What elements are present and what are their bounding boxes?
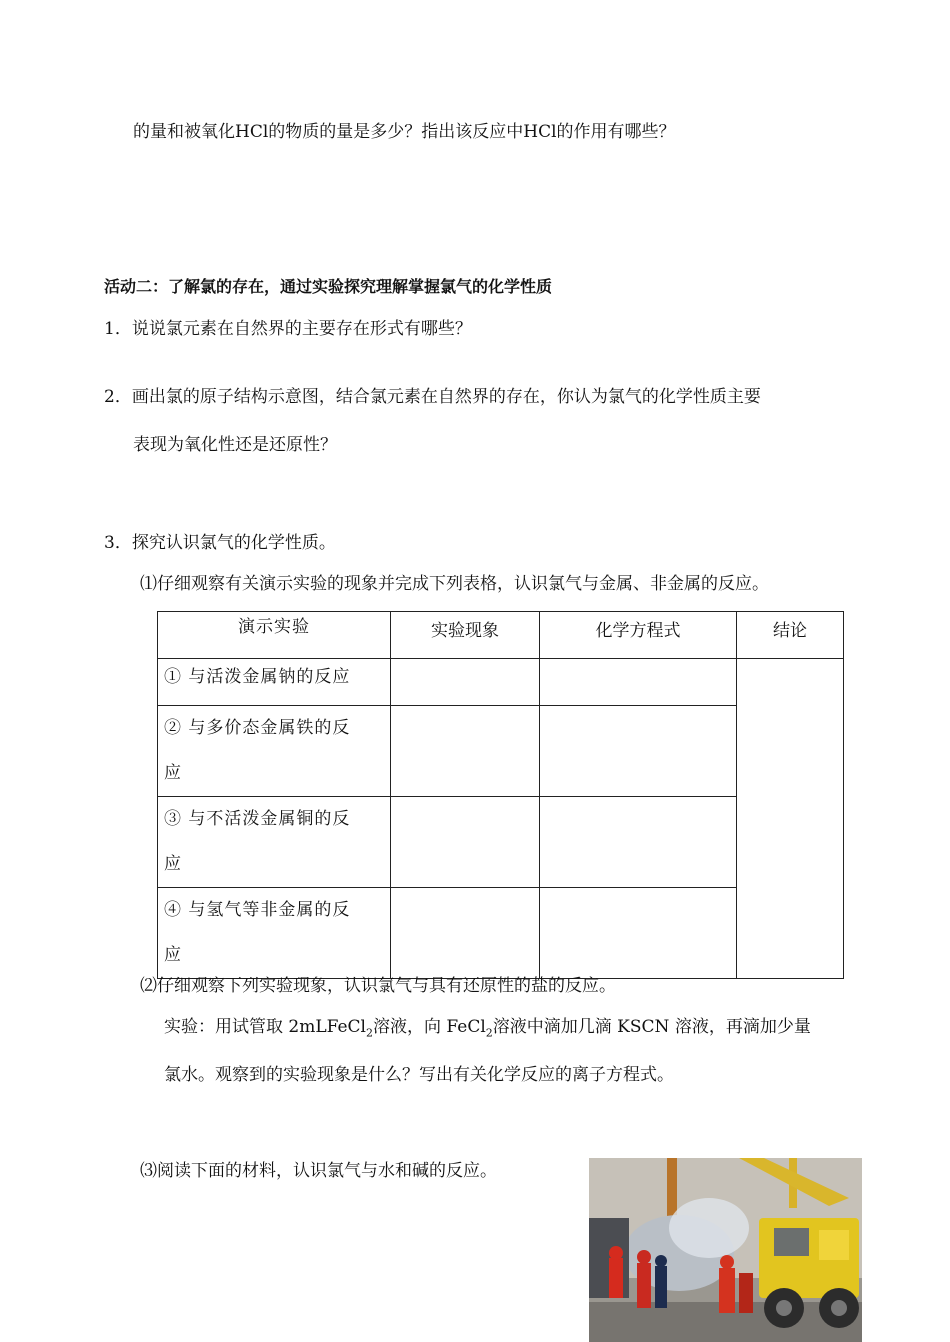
- experiment-label-cont: 应: [164, 945, 182, 965]
- table-header-cell: 实验现象: [391, 612, 540, 659]
- phenomenon-cell: [391, 659, 540, 706]
- experiment-label-cont: 应: [164, 854, 182, 874]
- phenomenon-cell: [391, 706, 540, 797]
- table-row: [158, 659, 844, 706]
- photo-illustration: [589, 1158, 862, 1342]
- experiment-table: [157, 611, 844, 979]
- experiment-cell: [158, 706, 391, 797]
- subquestion-3: ⑶阅读下面的材料，认识氯气与水和碱的反应。: [140, 1161, 497, 1181]
- table-header-cell: 演示实验: [158, 612, 391, 659]
- subquestion-2: ⑵仔细观察下列实验现象，认识氯气与具有还原性的盐的反应。: [140, 976, 616, 996]
- chlorine-leak-rescue-photo: [589, 1158, 862, 1342]
- experiment-label: ① 与活泼金属钠的反应: [164, 667, 351, 687]
- experiment-label: ② 与多价态金属铁的反: [164, 718, 351, 738]
- experiment-label: ④ 与氢气等非金属的反: [164, 900, 351, 920]
- experiment-text-line-1: [164, 1016, 811, 1044]
- conclusion-cell: [737, 659, 844, 979]
- subscript: 2: [485, 1026, 493, 1040]
- activity-two-heading: 活动二：了解氯的存在，通过实验探究理解掌握氯气的化学性质: [104, 277, 553, 296]
- question-1: 1．说说氯元素在自然界的主要存在形式有哪些？: [104, 319, 472, 339]
- text-line-1: 的量和被氧化HCl的物质的量是多少？指出该反应中HCl的作用有哪些？: [133, 122, 676, 142]
- equation-cell: [540, 706, 737, 797]
- experiment-cell: [158, 797, 391, 888]
- equation-cell: [540, 888, 737, 979]
- phenomenon-cell: [391, 797, 540, 888]
- experiment-cell: [158, 888, 391, 979]
- equation-cell: [540, 659, 737, 706]
- experiment-cell: [158, 659, 391, 706]
- subscript: 2: [366, 1026, 373, 1040]
- table-header-cell: 化学方程式: [540, 612, 737, 659]
- experiment-text-part: 实验：用试管取 2mLFeCl: [164, 1017, 366, 1037]
- equation-cell: [540, 797, 737, 888]
- experiment-label-cont: 应: [164, 763, 182, 783]
- question-2-line-1: 2．画出氯的原子结构示意图，结合氯元素在自然界的存在，你认为氯气的化学性质主要: [104, 387, 761, 407]
- subquestion-1: ⑴仔细观察有关演示实验的现象并完成下列表格，认识氯气与金属、非金属的反应。: [140, 574, 769, 594]
- question-2-line-2: 表现为氧化性还是还原性？: [133, 435, 337, 455]
- experiment-label: ③ 与不活泼金属铜的反: [164, 809, 351, 829]
- experiment-text-line-2: 氯水。观察到的实验现象是什么？写出有关化学反应的离子方程式。: [164, 1065, 674, 1085]
- experiment-text-part: 溶液，向 FeCl: [373, 1017, 486, 1037]
- phenomenon-cell: [391, 888, 540, 979]
- table-header-cell: 结论: [737, 612, 844, 659]
- table-header-row: [158, 612, 844, 659]
- question-3: 3．探究认识氯气的化学性质。: [104, 533, 336, 553]
- experiment-text-part: 溶液中滴加几滴 KSCN 溶液，再滴加少量: [492, 1017, 811, 1037]
